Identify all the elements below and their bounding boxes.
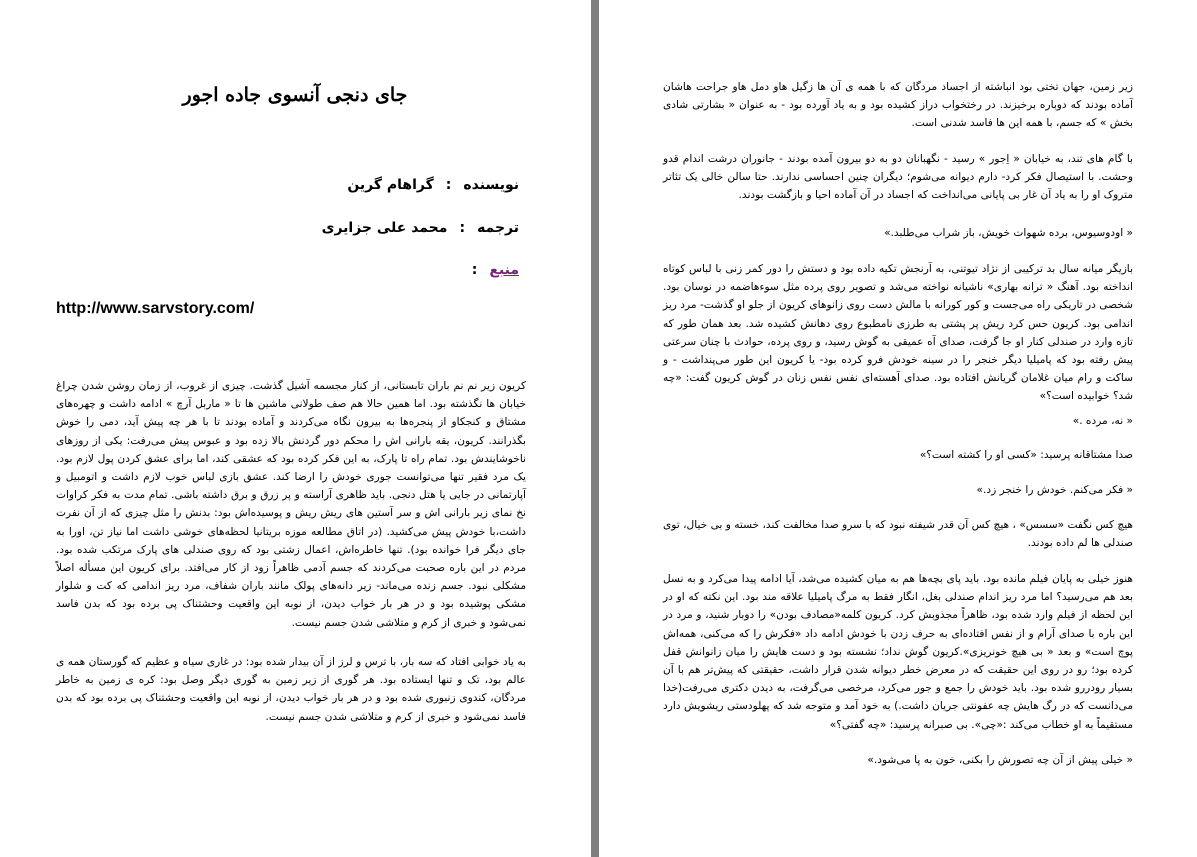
- right-paragraph-4: بازیگر میانه سال بد ترکیبی از نژاد تیوتنی، به آرنجش تکیه داده بود و دستش را دور کمر زنی با لباس کوتاه انداخته بود. آهنگ « ترانه بهاری» ناشیانه نواخته می‌شد و تصویر روی پرده مثل سوءهاضمه در نوسان بود. شخصی در تاریکی راه می‌جست و کور کورانه با مالش دست روی زانوهای کریون از جلو او گذشت- مرد ریز اندامی بود. کریون حس کرد ریش پر پشتی به طرزی نامطبوع روی دهانش کشیده شد. بعد همان طور که تازه وارد در صندلی کنار او جا گرفت، صدای آه عمیقی به گوش رسید، و روی پرده، حوادث با چنان سرعتی پیش رفته بود که پامیلیا دیگر خنجر را در سینه خودش فرو کرده بود- یا کریون این طور می‌پنداشت - و ساکت و رام میان غلامان گریانش افتاده بود. صدای آهسته‌ای نفس نفس زنان در گوش کریون گفت: «چه شد؟ خوابیده است؟»: [663, 263, 1133, 403]
- translator-row: [322, 220, 519, 236]
- translator-label: ترجمه: [477, 220, 519, 236]
- right-paragraph-6: صدا مشتاقانه پرسید: «کسی او را کشته است؟»: [919, 449, 1133, 461]
- translator-name: محمد علی جزایری: [321, 220, 448, 236]
- story-title: جای دنجی آنسوی جاده اجور: [182, 84, 408, 106]
- right-paragraph-9: هنوز خیلی به پایان فیلم مانده بود. باید پای بچه‌ها هم به میان کشیده می‌شد، آیا ادامه پیدا می‌کرد و به نسل بعد هم می‌رسید؟ اما مرد ریز اندام صندلی بغل، انگار فقط به مرگ پامیلیا علاقه مند بود. این نکته که او در این لحظه از فیلم وارد شده بود، ظاهراً مجذوبش کرد. کریون کلمه«مصادف بودن» را دوبار شنید، و مرد در این باره با صدای آرام و از نفس افتاده‌ای به حرف زدن با خودش ادامه داد «فکرش را که می‌کنی، همه‌اش پوچ است» و بعد « بی هیچ خونریزی».کریون گوش نداد؛ نشسته بود و دست هایش را میان زانوانش قفل کرده بود؛ رو در روی این حقیقت که در معرض خطر دیوانه شدن قرار داشت، حقیقتی که پیش‌تر هم با آن بسیار رودررو شده بود. باید خودش را جمع و جور می‌کرد، مرخصی می‌گرفت، به دیدن دکتری می‌رفت(خدا می‌دانست که در رگ هایش چه عفونتی جریان داشت.) به خود آمد و متوجه شد که پهلودستی ریشویش دارد مستقیماً به او خطاب می‌کند :«چی». بی صبرانه پرسید: «چه گفتی؟»: [663, 573, 1133, 731]
- source-row: [460, 262, 519, 278]
- left-paragraph-1: کریون زیر نم نم باران تابستانی، از کنار مجسمه آشیل گذشت. چیزی از غروب، از زمان روشن شدن چراغ خیابان ها نگذشته بود. اما همین حالا هم صف طولانی ماشین ها تا « ماربل آرچ » ادامه داشت و چهره‌های مشتاق و کنجکاو از پنجره‌ها به بیرون نگاه می‌کردند و آماده بودند تا با هر چه پیش آید، دمی را خوش بگذرانند. کریون، یقه بارانی اش را محکم دور گردنش بالا زده بود و عبوس پیش می‌رفت: یکی از روزهای ناخوشایندش بود. تمام راه تا پارک، به این فکر کرده بود که عشقی کند، اما برای عشق کردن پول لازم بود. یک مرد فقیر تنها می‌توانست جوری خودش را ارضا کند. عشق بازی لباس خوب لازم داشت و اتومبیل و آپارتمانی در جایی یا هتل دنجی. باید ظاهری آراسته و پر زرق و برق داشته باشی. تمام مدت به فکر کراوات نخ نمای زیر بارانی اش و سر آستین های ریش ریش و پوسیده‌اش بود: بدنش را مثل چیزی که از آن نفرت داشت،با خودش پیش می‌کشید. (در اتاق مطالعه موزه بریتانیا لحظه‌های خوشی داشت اما نیاز تن، اورا به جای دیگر فرا خوانده بود). تنها خاطره‌اش، اعمال زشتی بود که روی صندلی های پارک مرتکب شده بود. مردم در این باره صحبت می‌کردند که جسم آدمی ظاهراً زود از کار می‌افتد. برای کریون این مسأله اصلاً مشکلی نبود. جسم زنده می‌ماند- زیر دانه‌های پولک مانند باران شفاف، مرد ریز اندامی که کت و شلوار مشکی پوشیده بود و در هر بار خواب دیدن، از نوبه این واقعیت وحشتناک پی برده بود که بدن فاسد نمی‌شود و خبری از کرم و متلاشی شدن جسم نیست.: [56, 380, 526, 629]
- right-paragraph-3: « اودوسیوس، برده شهوات خویش، باز شراب می‌طلبد.»: [884, 227, 1133, 239]
- source-separator: :: [471, 262, 478, 278]
- translator-separator: :: [459, 220, 466, 236]
- source-url[interactable]: http://www.sarvstory.com/: [56, 300, 255, 317]
- right-paragraph-10: « خیلی پیش از آن چه تصورش را بکنی، خون به پا می‌شود.»: [867, 754, 1133, 766]
- right-paragraph-8: هیچ کس نگفت «سسس» ، هیچ کس آن قدر شیفته نبود که با سرو صدا مخالفت کند، خسته و بی خیال، توی صندلی ها لم داده بودند.: [663, 519, 1133, 550]
- author-separator: :: [445, 177, 452, 193]
- left-page: [0, 0, 591, 857]
- source-link[interactable]: منبع: [489, 262, 519, 278]
- author-row: [347, 177, 519, 193]
- left-paragraph-2: به یاد خوابی افتاد که سه بار، با ترس و لرز از آن بیدار شده بود: در غاری سیاه و عظیم که گورستان همه ی عالم بود، تک و تنها ایستاده بود. هر گوری از زیر زمین به گوری دیگر وصل بود: کره ی زمین به خاطر مردگان، کندوی زنبوری شده بود و در هر بار خواب دیدن، از نوبه این واقعیت وحشتناک پی برده بود که بدن فاسد نمی‌شود و خبری از کرم و متلاشی شدن جسم نیست.: [56, 656, 526, 723]
- author-label: نویسنده: [463, 177, 519, 193]
- right-paragraph-7: « فکر می‌کنم. خودش را خنجر زد.»: [976, 484, 1133, 496]
- right-paragraph-1: زیر زمین، جهان تختی بود انباشته از اجساد مردگان که با همه ی آن ها زگیل هاو دمل هاو جراحت هاشان آماده بودند که دوباره برخیزند. در رختخواب دراز کشیده بود و به یاد آورده بود - به عنوان « بشارتی شادی بخش » که جسم، با همه این ها فاسد شدنی است.: [663, 81, 1133, 130]
- right-paragraph-2: با گام های تند، به خیابان « اِجور » رسید - نگهبانان دو به دو بیرون آمده بودند - جانوران درشت اندام قدو وحشت. با استیصال فکر کرد- دارم دیوانه می‌شوم؛ دیگران چنین احساسی ندارند. حتا سالن خالی یک تئاتر متروک او را به یاد آن غار بی پایانی می‌انداخت که اجساد در آن آماده احیا و بازگشت بودند.: [663, 153, 1133, 202]
- right-paragraph-5: « نه، مرده .»: [1072, 415, 1133, 427]
- right-page: [599, 0, 1197, 857]
- author-name: گراهام گرین: [347, 177, 434, 193]
